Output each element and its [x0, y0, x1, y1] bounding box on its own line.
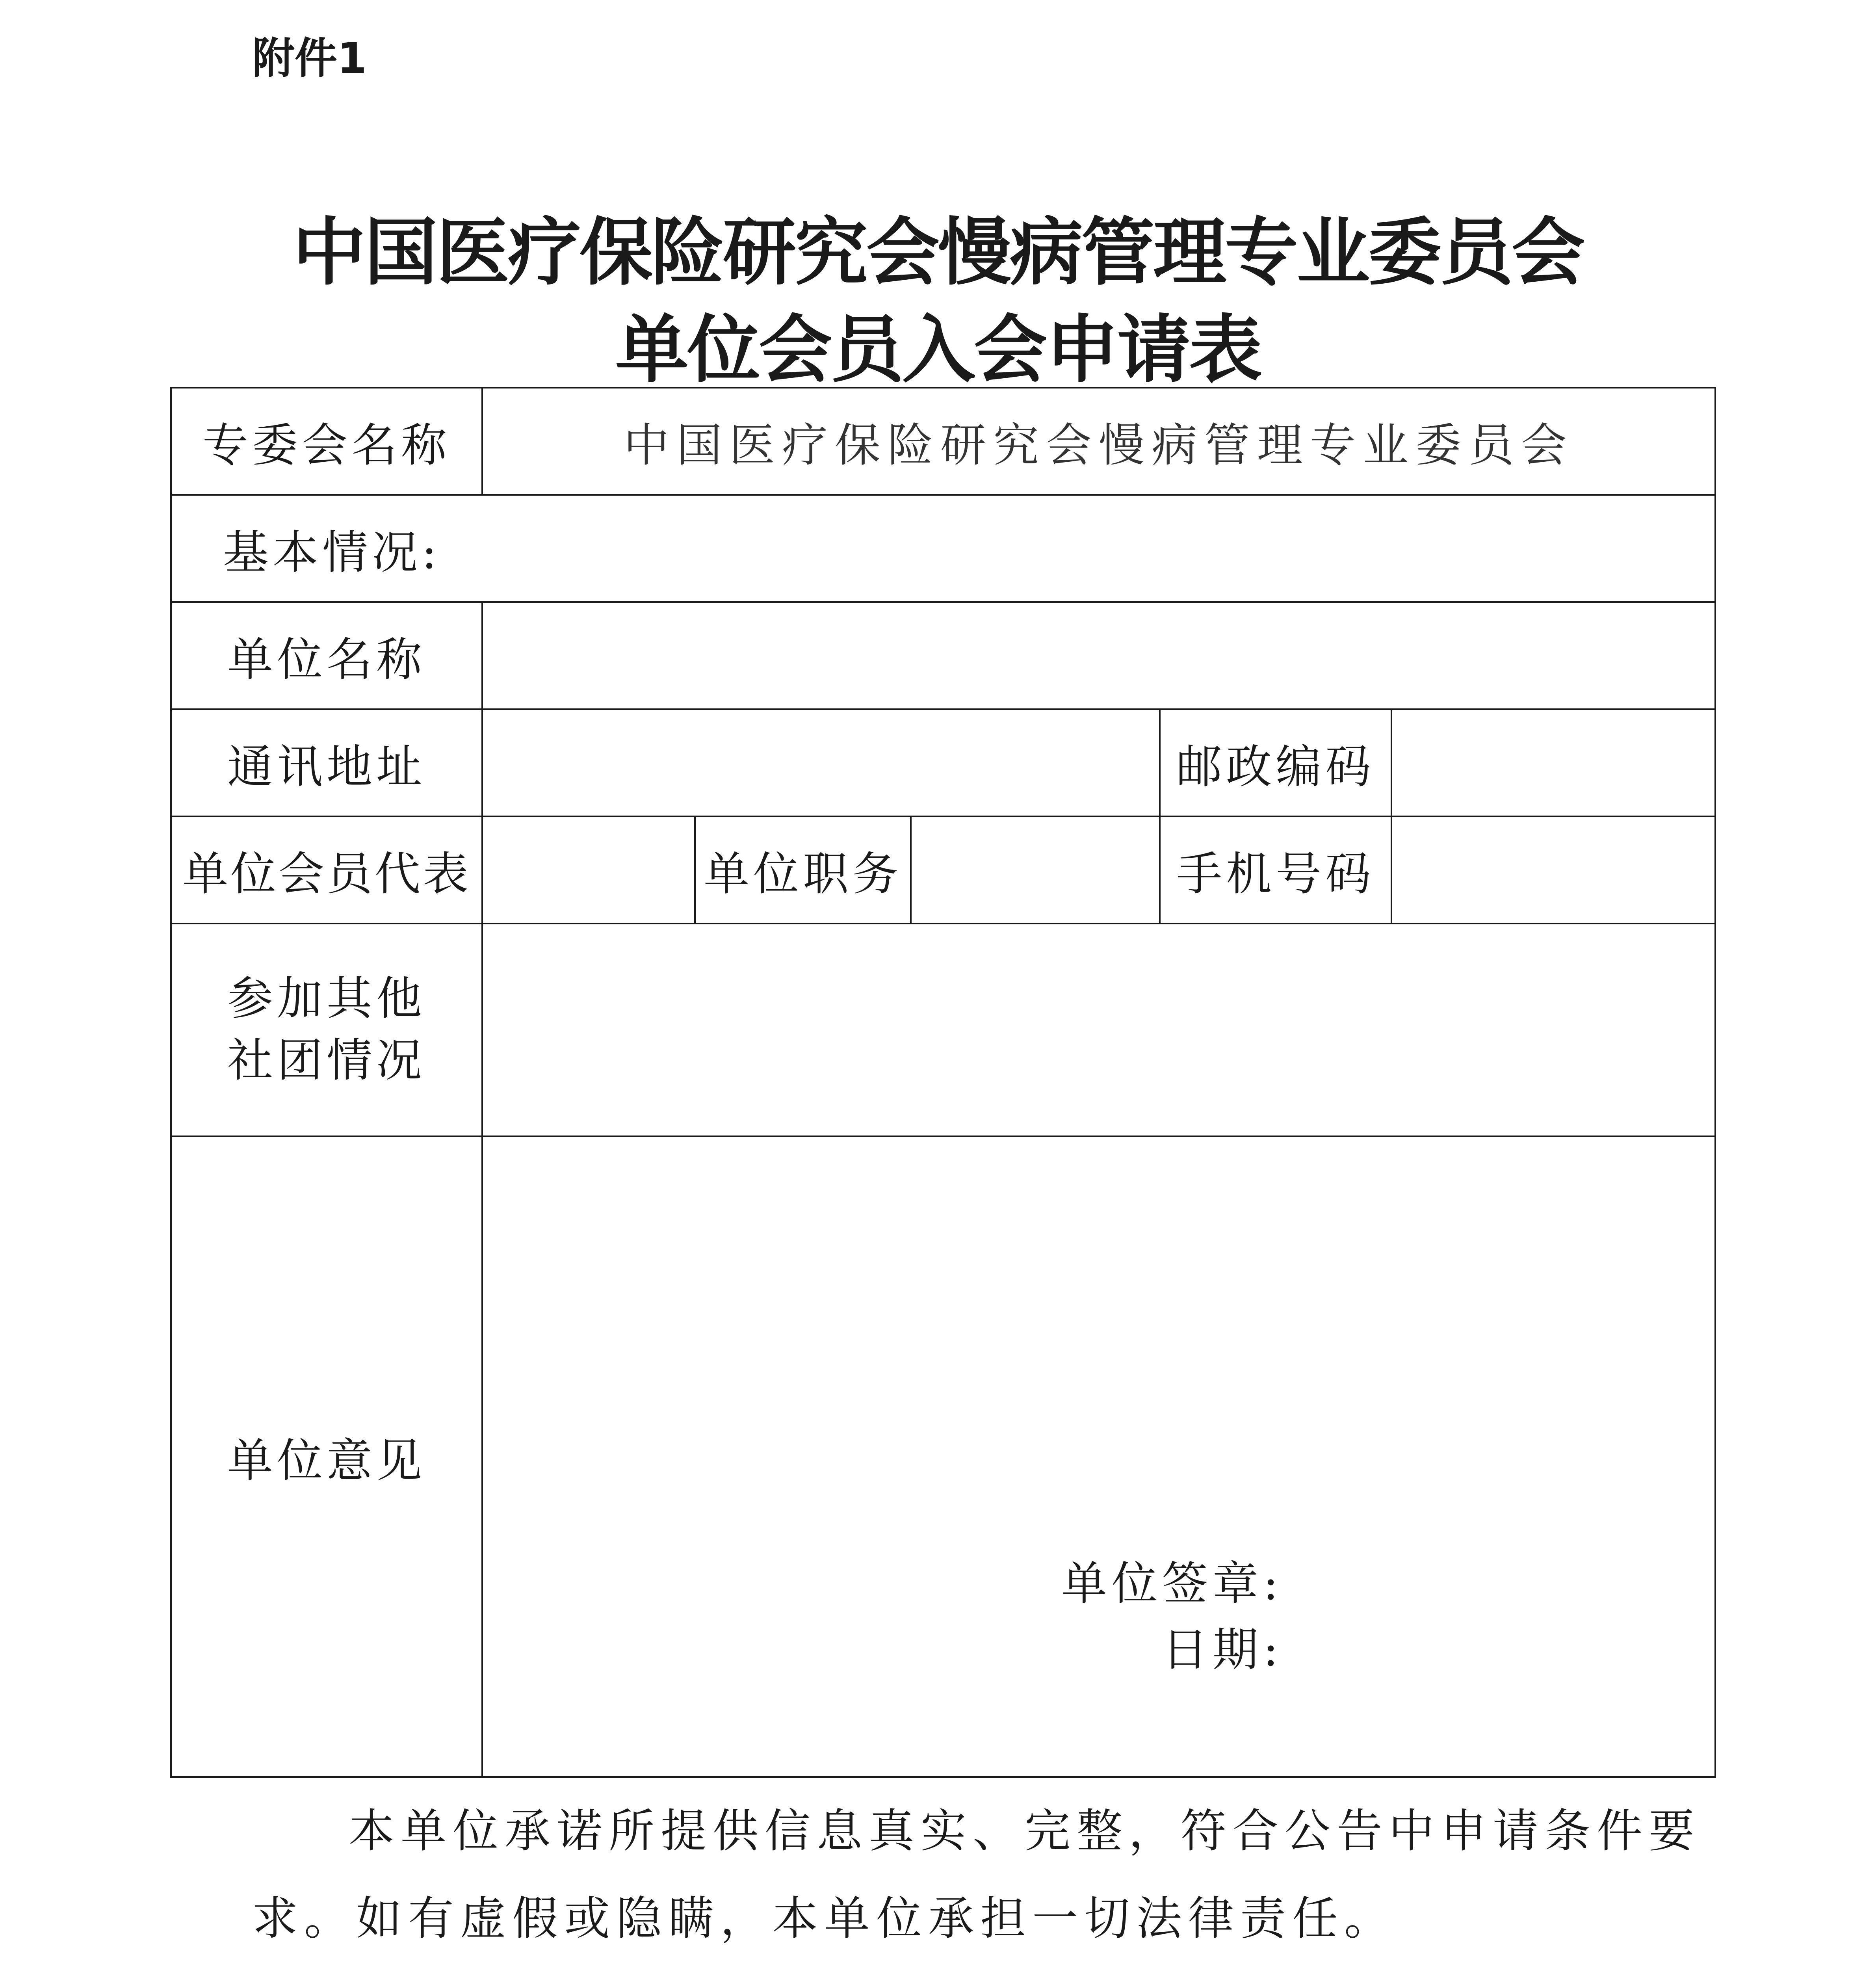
- postcode-field[interactable]: [1391, 709, 1715, 816]
- seal-label: 单位签章:: [1061, 1557, 1283, 1610]
- unit-name-field[interactable]: [482, 602, 1715, 709]
- address-label: 通讯地址: [171, 709, 482, 816]
- representative-label: 单位会员代表: [171, 816, 482, 924]
- other-orgs-label-line1: 参加其他: [227, 972, 426, 1026]
- unit-name-row: [171, 602, 1715, 709]
- committee-name-label: 专委会名称: [171, 388, 482, 495]
- attachment-label: 附件1: [252, 34, 367, 83]
- other-orgs-label-line2: 社团情况: [227, 1034, 426, 1087]
- other-orgs-row: [171, 924, 1715, 1136]
- date-label: 日期:: [1162, 1623, 1283, 1676]
- application-form-table: [170, 387, 1716, 1778]
- other-orgs-label: [171, 924, 482, 1136]
- phone-field[interactable]: [1391, 816, 1715, 924]
- postcode-label: 邮政编码: [1160, 709, 1391, 816]
- other-orgs-field[interactable]: [482, 924, 1715, 1136]
- form-title-line1: 中国医疗保险研究会慢病管理专业委员会: [292, 210, 1583, 295]
- address-row: [171, 709, 1715, 816]
- phone-label: 手机号码: [1160, 816, 1391, 924]
- opinion-row: [171, 1136, 1715, 1777]
- position-field[interactable]: [911, 816, 1160, 924]
- representative-field[interactable]: [482, 816, 695, 924]
- unit-name-label: 单位名称: [171, 602, 482, 709]
- committee-row: [171, 388, 1715, 495]
- address-field[interactable]: [482, 709, 1160, 816]
- position-label: 单位职务: [695, 816, 911, 924]
- pledge-line1: 本单位承诺所提供信息真实、完整，符合公告中申请条件要: [349, 1805, 1701, 1858]
- committee-name-value: 中国医疗保险研究会慢病管理专业委员会: [482, 388, 1715, 495]
- basic-info-label: 基本情况:: [171, 495, 1715, 602]
- opinion-label: 单位意见: [171, 1136, 482, 1777]
- basic-info-row: [171, 495, 1715, 602]
- signature-block: [1061, 1551, 1283, 1683]
- pledge-line2: 求。如有虚假或隐瞒，本单位承担一切法律责任。: [252, 1892, 1396, 1945]
- opinion-field[interactable]: [482, 1136, 1715, 1777]
- representative-row: [171, 816, 1715, 924]
- form-title-line2: 单位会员入会申请表: [615, 307, 1261, 392]
